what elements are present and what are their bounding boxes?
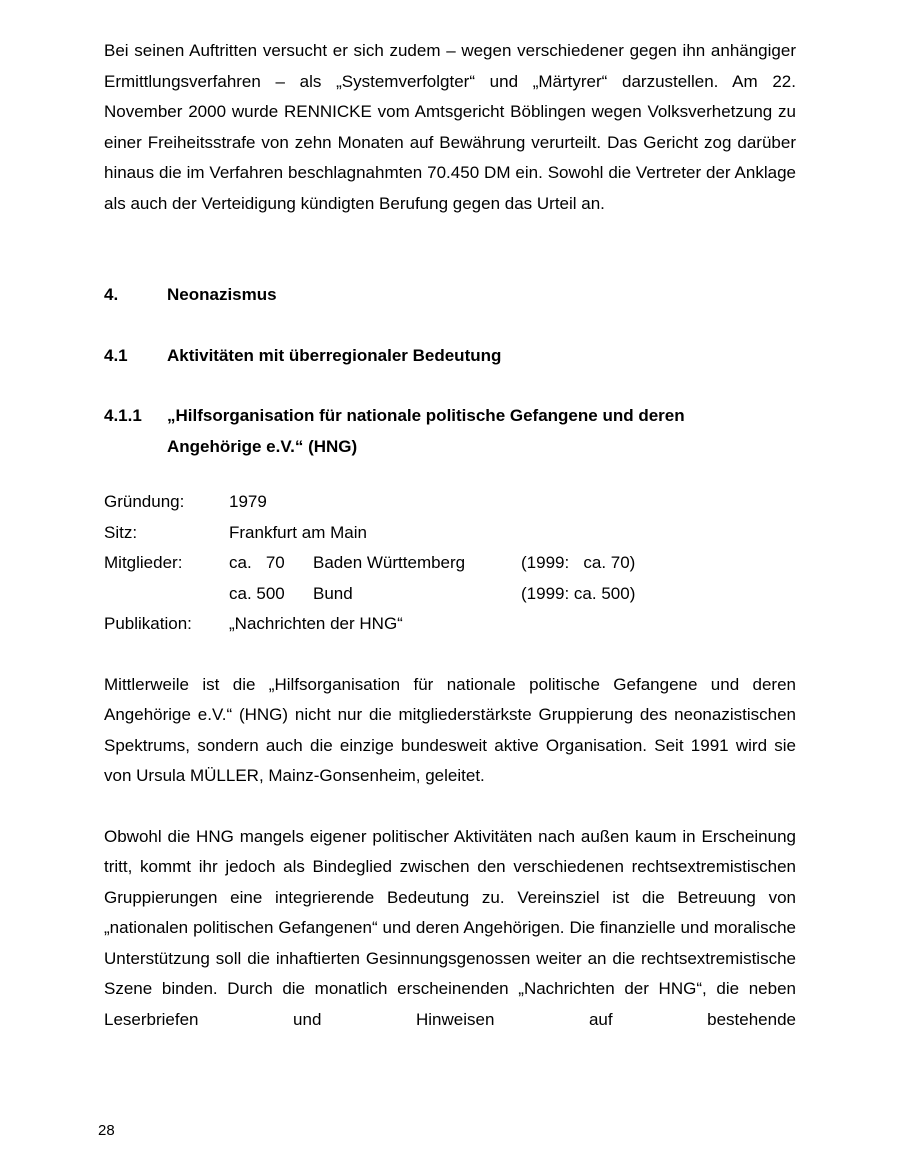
fact-label-empty [104,579,229,610]
section-title: „Hilfsorganisation für nationale politische Gefangene und deren Angehörige e.V.“ (HNG) [167,406,685,456]
paragraph-hng-overview: Mittlerweile ist die „Hilfsorganisation für nationale politische Gefangene und deren Angehörige e.V.“ (HNG) nicht nur die mitgliederstärkste Gruppierung des neonazistischen Spektrums, sondern auch die einzige bundesweit aktive Organisation. Seit 1991 wird sie von Ursula MÜLLER, Mainz-Gonsenheim, geleitet. [104,674,796,785]
section-heading-4-1 [104,341,796,372]
fact-label: Sitz: [104,522,138,542]
fact-members [104,548,796,579]
section-heading-4-1-1 [104,401,796,462]
member-count: ca. 70 [229,553,285,572]
section-heading-4 [104,280,796,311]
member-previous: (1999: ca. 70) [521,553,636,572]
section-number: 4.1.1 [104,406,142,425]
member-region: Bund [313,583,353,603]
document-page [104,36,796,1035]
member-previous: (1999: ca. 500) [521,583,636,603]
fact-members-row-2 [104,579,796,610]
member-region: Baden Württemberg [313,553,466,572]
fact-label: Mitglieder: [104,553,183,572]
fact-label: Gründung: [104,492,185,511]
intro-paragraph: Bei seinen Auftritten versucht er sich zudem – wegen verschiedener gegen ihn anhängiger Ermittlungsverfahren – als „Systemverfolgter“ und „Märtyrer“ darzustellen. Am 22. November 2000 wurde RENNICKE vom Amtsgericht Böblingen wegen Volksverhetzung zu einer Freiheitsstrafe von zehn Monaten auf Bewährung verurteilt. Das Gericht zog darüber hinaus die im Verfahren beschlagnahmten 70.450 DM ein. Sowohl die Vertreter der Anklage als auch der Verteidigung kündigten Berufung gegen das Urteil an. [104,41,796,213]
page-number: 28 [98,1122,115,1139]
section-number: 4. [104,285,119,304]
paragraph-hng-role: Obwohl die HNG mangels eigener politischer Aktivitäten nach außen kaum in Erscheinung tritt, kommt ihr jedoch als Bindeglied zwischen den verschiedenen rechtsextremistischen Gruppierungen eine integrierende Bedeutung zu. Vereinsziel ist die Betreuung von „nationalen politischen Gefangenen“ und deren Angehörigen. Die finanzielle und moralische Unterstützung soll die inhaftierten Gesinnungsgenossen weiter an die rechtsextremistische Szene binden. Durch die monatlich erscheinenden „Nachrichten der HNG“, die neben Leserbriefen und Hinweisen auf bestehende [104,826,796,1029]
fact-seat [104,518,796,549]
organisation-facts [104,487,796,640]
fact-value: „Nachrichten der HNG“ [229,614,403,633]
section-title: Neonazismus [167,285,277,304]
section-title: Aktivitäten mit überregionaler Bedeutung [167,345,502,365]
fact-publication [104,609,796,640]
section-number: 4.1 [104,345,128,365]
fact-value: 1979 [229,492,267,511]
fact-founded [104,487,796,518]
fact-label: Publikation: [104,614,192,633]
fact-value: Frankfurt am Main [229,522,367,542]
member-count: ca. 500 [229,583,285,603]
